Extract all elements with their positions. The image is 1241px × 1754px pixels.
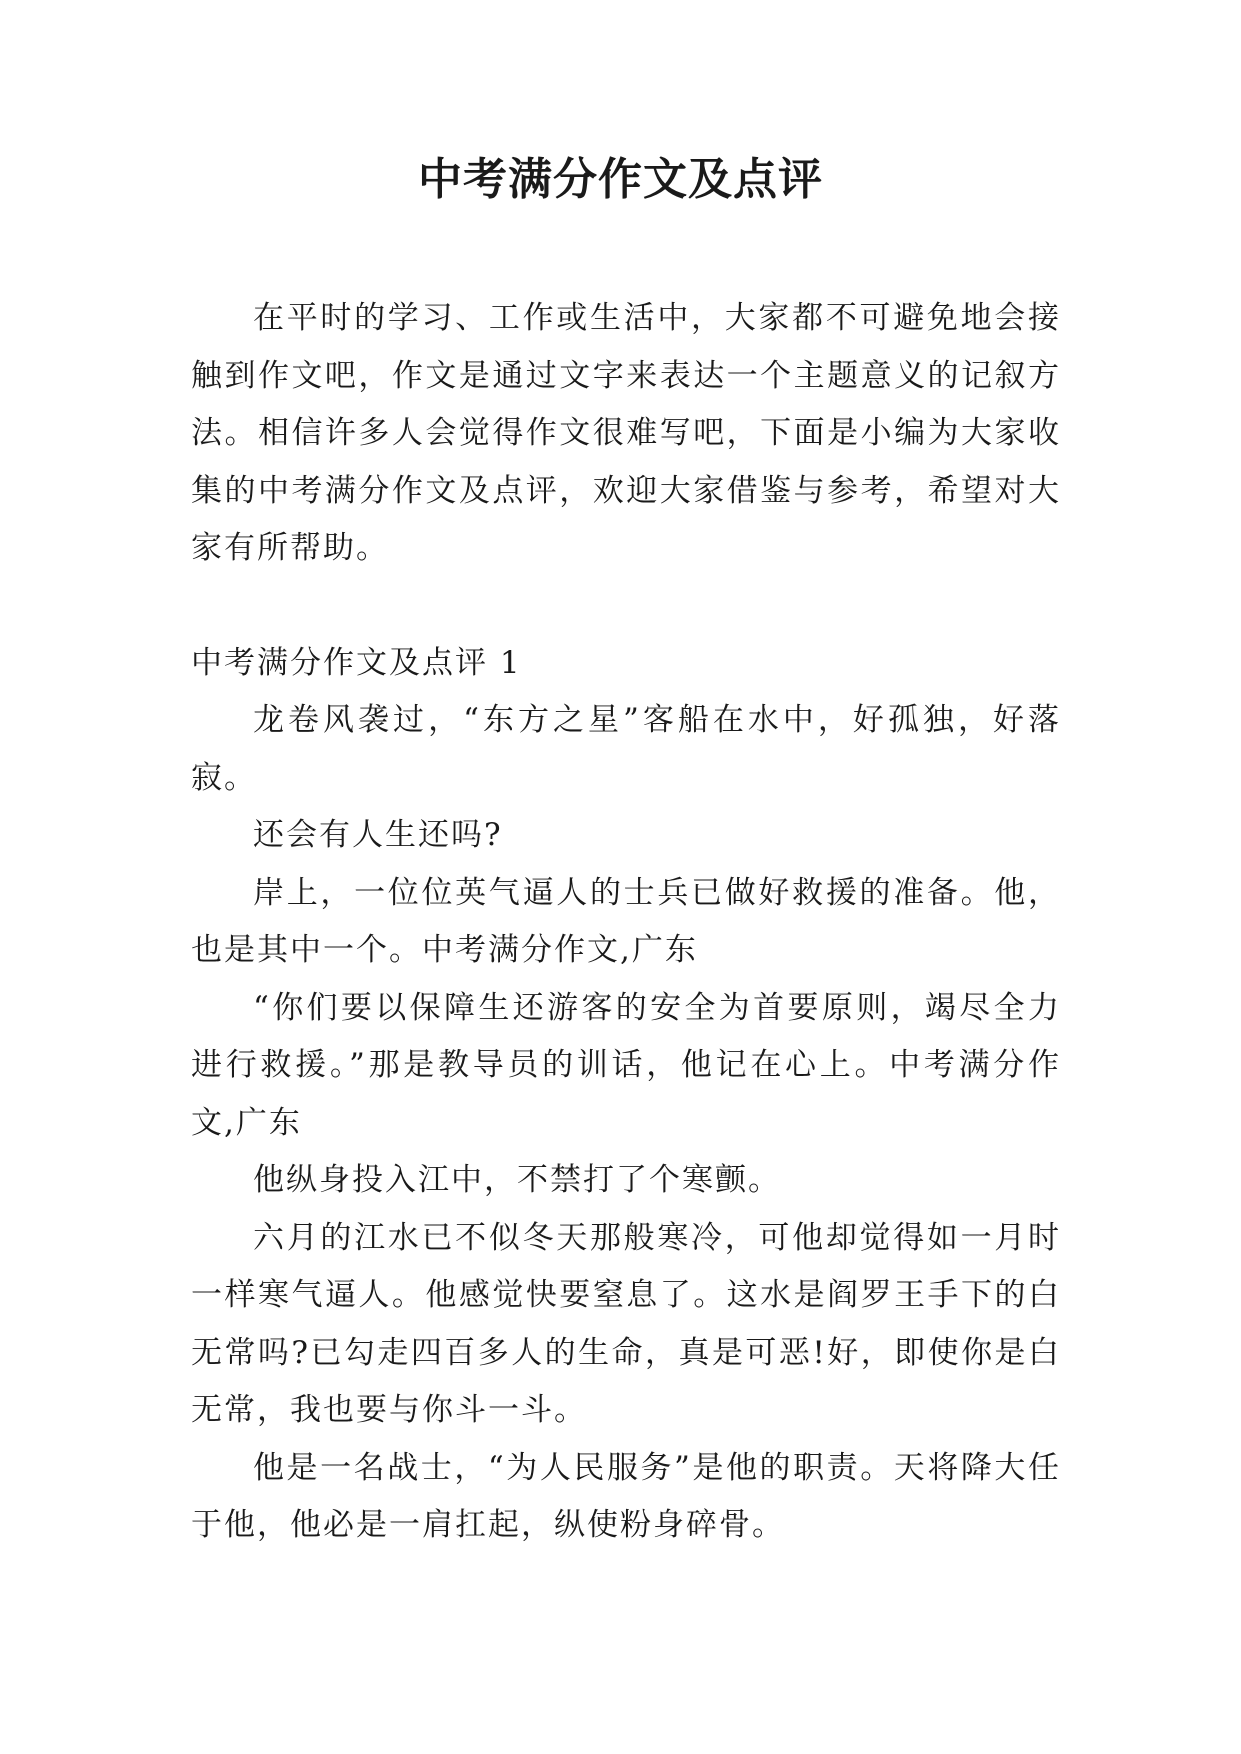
essay-paragraph: 还会有人生还吗? [253, 817, 503, 853]
section-title: 中考满分作文及点评 1 [191, 644, 522, 681]
essay-paragraph: “你们要以保障生还游客的安全为首要原则，竭尽全力进行救援。”那是教导员的训话，他记在心上。中考满分作文,广东 [191, 989, 1061, 1141]
essay-paragraph: 岸上，一位位英气逼人的士兵已做好救援的准备。他，也是其中一个。中考满分作文,广东 [191, 874, 1061, 968]
essay-paragraph: 他纵身投入江中，不禁打了个寒颤。 [253, 1162, 781, 1198]
essay-paragraph: 龙卷风袭过，“东方之星”客船在水中，好孤独，好落寂。 [191, 702, 1061, 796]
document-body [191, 290, 1061, 1555]
document-title: 中考满分作文及点评 [418, 154, 823, 205]
essay-paragraph: 六月的江水已不似冬天那般寒冷，可他却觉得如一月时一样寒气逼人。他感觉快要窒息了。这水是阎罗王手下的白无常吗?已勾走四百多人的生命，真是可恶!好，即使你是白无常，我也要与你斗一斗。 [191, 1219, 1061, 1428]
essay-paragraph: 他是一名战士，“为人民服务”是他的职责。天将降大任于他，他必是一肩扛起，纵使粉身碎骨。 [191, 1449, 1061, 1543]
intro-paragraph: 在平时的学习、工作或生活中，大家都不可避免地会接触到作文吧，作文是通过文字来表达一个主题意义的记叙方法。相信许多人会觉得作文很难写吧，下面是小编为大家收集的中考满分作文及点评，欢迎大家借鉴与参考，希望对大家有所帮助。 [191, 300, 1061, 566]
